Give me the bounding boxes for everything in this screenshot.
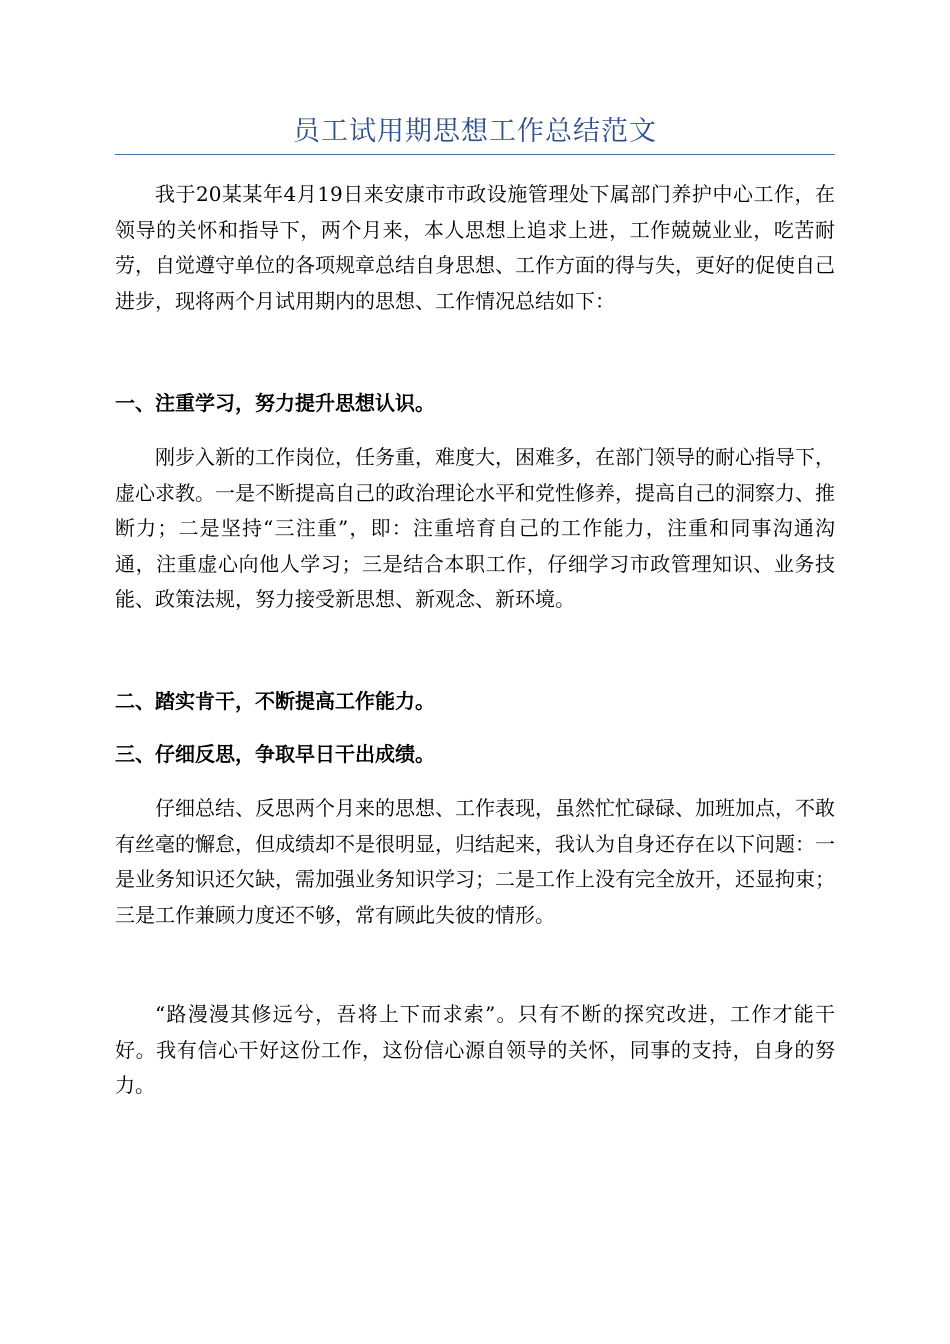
paragraph-closing: “路漫漫其修远兮，吾将上下而求索”。只有不断的探究改进，工作才能干好。我有信心干好这份工作，这份信心源自领导的关怀，同事的支持，自身的努力。 xyxy=(115,1002,835,1097)
paragraph-reflection: 仔细总结、反思两个月来的思想、工作表现，虽然忙忙碌碌、加班加点，不敢有丝毫的懈怠，但成绩却不是很明显，归结起来，我认为自身还存在以下问题：一是业务知识还欠缺，需加强业务知识学习；二是工作上没有完全放开，还显拘束；三是工作兼顾力度还不够，常有顾此失彼的情形。 xyxy=(115,796,835,927)
title-block xyxy=(115,112,835,152)
section-heading-1: 一、注重学习，努力提升思想认识。 xyxy=(115,391,435,415)
paragraph-intro: 我于20某某年4月19日来安康市市政设施管理处下属部门养护中心工作，在领导的关怀和指导下，两个月来，本人思想上追求上进，工作兢兢业业，吃苦耐劳，自觉遵守单位的各项规章总结自身思想、工作方面的得与失，更好的促使自己进步，现将两个月试用期内的思想、工作情况总结如下： xyxy=(115,182,835,313)
page-title: 员工试用期思想工作总结范文 xyxy=(293,116,657,147)
section-heading-3: 三、仔细反思，争取早日干出成绩。 xyxy=(115,742,435,766)
paragraph-study: 刚步入新的工作岗位，任务重，难度大，困难多，在部门领导的耐心指导下，虚心求教。一是不断提高自己的政治理论水平和党性修养，提高自己的洞察力、推断力；二是坚持“三注重”，即：注重培育自己的工作能力，注重和同事沟通沟通，注重虚心向他人学习；三是结合本职工作，仔细学习市政管理知识、业务技能、政策法规，努力接受新思想、新观念、新环境。 xyxy=(115,445,835,611)
section-heading-2: 二、踏实肯干，不断提高工作能力。 xyxy=(115,689,435,713)
title-underline xyxy=(115,154,835,155)
